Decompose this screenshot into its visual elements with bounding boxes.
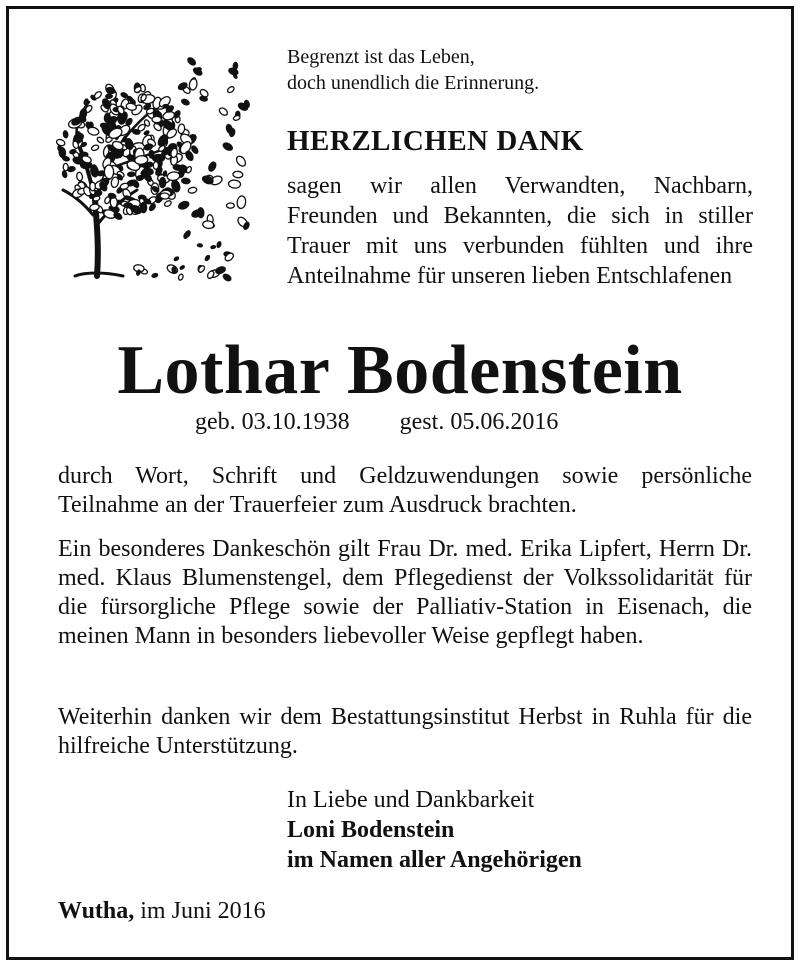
intro-text: sagen wir allen Verwandten, Nachbarn, Freunden und Bekannten, die sich in stiller Trauer mit uns verbunden fühlten und ihre Anteilnahme für unseren lieben Entschlafenen	[287, 173, 753, 289]
tree-with-blowing-leaves-icon	[45, 40, 255, 290]
place-town: Wutha,	[58, 898, 135, 924]
death-date: gest. 05.06.2016	[399, 409, 559, 435]
life-dates	[195, 409, 558, 436]
deceased-name: Lothar Bodenstein	[117, 332, 683, 409]
place-date-text: im Juni 2016	[140, 898, 266, 924]
motto-line-2: doch unendlich die Erinnerung.	[287, 72, 540, 94]
signature-block	[287, 785, 582, 875]
motto-line-1: Begrenzt ist das Leben,	[287, 46, 475, 68]
motto-quote	[287, 44, 539, 96]
paragraph-funeral-home: Weiterhin danken wir dem Bestattungsinstitut Herbst in Ruhla für die hilfreiche Unterstützung.	[58, 704, 752, 759]
place-date	[58, 898, 266, 925]
birth-date: geb. 03.10.1938	[195, 409, 350, 435]
paragraph-special-thanks: Ein besonderes Dankeschön gilt Frau Dr. med. Erika Lipfert, Herrn Dr. med. Klaus Blumenstengel, dem Pflegedienst der Volkssolidarität für die fürsorgliche Pflege sowie der Palliativ-Station in Eisenach, die meinen Mann in besonders liebevoller Weise gepflegt haben.	[58, 536, 752, 649]
heading: HERZLICHEN DANK	[287, 125, 584, 157]
signature-line-3: im Namen aller Angehörigen	[287, 847, 582, 873]
signature-name: Loni Bodenstein	[287, 817, 455, 843]
signature-line-1: In Liebe und Dankbarkeit	[287, 787, 535, 813]
paragraph-thanks: durch Wort, Schrift und Geldzuwendungen sowie persönliche Teilnahme an der Trauerfeier zum Ausdruck brachten.	[58, 463, 752, 518]
